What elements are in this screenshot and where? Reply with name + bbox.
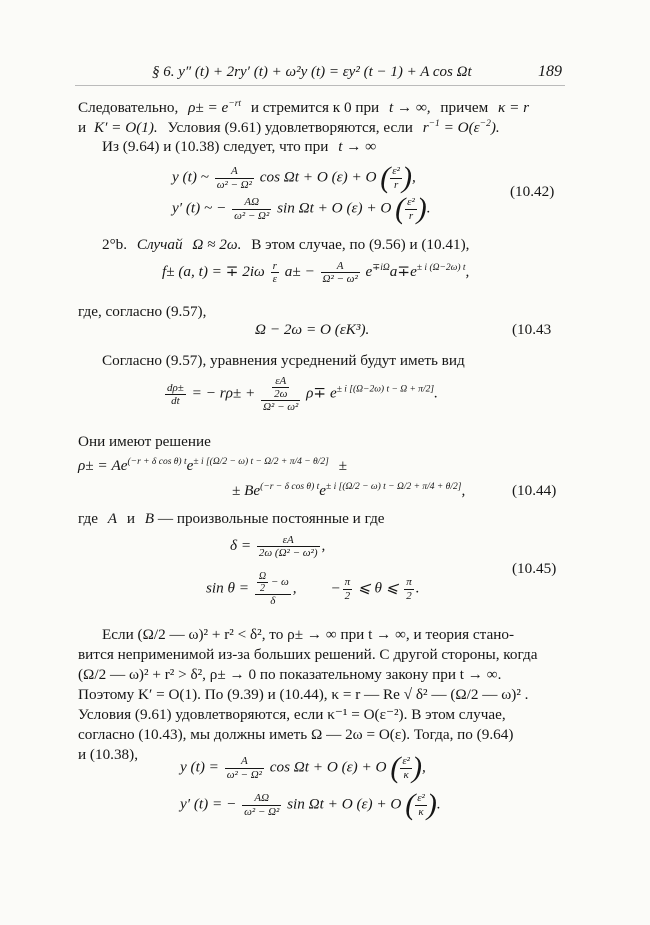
eq-part: e	[319, 482, 327, 499]
fraction-numerator: A	[321, 260, 360, 273]
fraction-denominator: 2	[344, 589, 351, 602]
fraction-denominator: Ω² − ω²	[322, 273, 358, 286]
fraction-denominator: Ω² − ω²	[263, 401, 299, 414]
word: Следовательно,	[78, 99, 179, 116]
paragraph-line-5: Условия (9.61) удовлетворяются, если κ⁻¹ = O(ε⁻²). В этом случае,	[78, 706, 506, 723]
equation-10-43: Ω − 2ω = O (εK³).	[255, 321, 370, 338]
header-rule	[75, 85, 565, 86]
fraction-denominator: dt	[171, 394, 180, 407]
eq-part: sin θ =	[206, 579, 250, 597]
text-line-averaging: Согласно (9.57), уравнения усреднений будут иметь вид	[102, 352, 465, 369]
eq-part: e	[186, 457, 194, 474]
fraction-denominator: κ	[403, 768, 409, 781]
word: 2°b.	[102, 236, 128, 253]
equation-averaging: $\frac{d\rho\pm}{dt}$ = − rρ± + $\frac{\frac{\varepsilon A}{2\omega}}{\text{Ω² − ω²}}$ $\rho\mp e^{\pm i [(\Omega-2\omega) t - \Omega + \pi/2]}$.	[167, 375, 438, 414]
math: A	[107, 510, 118, 527]
equation-10-42-line-2: y′ (t) ~ − $\frac{A\Omega}{\text{ω² − Ω²}}$ sin Ωt + O (ε) + O ( $\frac{\text{ε²}}{r}$ ).	[172, 192, 431, 225]
superscript: ± i [(Ω/2 − ω) t − Ω/2 + π/4 + θ/2]	[326, 481, 462, 492]
math: r	[422, 119, 429, 136]
fraction-numerator: dρ±	[167, 381, 184, 394]
text-line-solution: Они имеют решение	[78, 433, 211, 450]
eq-part: a± −	[284, 263, 315, 281]
fraction-numerator: ε²	[392, 165, 400, 178]
eq-part: y′ (t) = −	[180, 795, 237, 813]
fraction-denominator: κ	[418, 805, 424, 818]
text-line-constants	[78, 510, 385, 528]
eq-part: = − rρ± +	[191, 384, 256, 402]
math: K′ = O(1).	[93, 119, 158, 136]
fraction-denominator: r	[393, 178, 399, 191]
fraction-numerator: A	[225, 755, 264, 768]
math-rho: ρ± = e	[188, 99, 229, 116]
fraction-numerator: π	[406, 576, 412, 589]
equation-final-line-2: y′ (t) = − $\frac{A\Omega}{\text{ω² − Ω²}}$ sin Ωt + O (ε) + O ( $\frac{\text{ε²}}{\kappa}$ ).	[180, 788, 441, 821]
fraction-numerator: Ω	[258, 571, 267, 582]
fraction-numerator: εA	[272, 375, 289, 388]
eq-part: e	[365, 263, 373, 281]
equation-f: f± (a, t) = ∓ 2iω $\frac{r}{\varepsilon}$ a± − $\frac{A}{\text{Ω² − ω²}}$ $e^{\mp i\Omega}a\mp e^{\pm i (\Omega-2\omega) t}$,	[162, 260, 470, 286]
fraction-numerator: ε²	[407, 196, 415, 209]
eq-part: −	[330, 579, 341, 597]
word: — произвольные постоянные и где	[157, 510, 385, 527]
fraction-denominator: ω² − Ω²	[234, 209, 270, 222]
fraction-numerator: A	[215, 165, 254, 178]
equation-10-44-line-1	[78, 457, 347, 475]
equation-sin-theta: sin θ = $\frac{\Omega}{2}$ − ω δ , − $\frac{\pi}{2}$ ⩽ θ ⩽ $\frac{\pi}{2}$ .	[206, 571, 420, 607]
eq-part: cos Ωt + O (ε) + O	[259, 168, 377, 186]
word: где	[78, 510, 98, 527]
eq-part: ρ± = Ae	[78, 457, 128, 474]
superscript: ∓iΩ	[372, 263, 390, 274]
math: κ = r	[498, 99, 530, 116]
fraction-numerator: AΩ	[242, 792, 281, 805]
fraction-denominator: ω² − Ω²	[226, 768, 262, 781]
paragraph-line-1: Если (Ω/2 — ω)² + r² < δ², то ρ± → ∞ при t → ∞, и теория стано-	[102, 626, 514, 643]
fraction-denominator: 2	[259, 583, 265, 594]
equation-10-44-line-2: ± $Be^{(-r - \delta cos \theta) t}e^{\pm i [(\Omega/2 - \omega) t - \Omega/2 + \pi/4 + \theta/2]}$,	[232, 481, 466, 499]
eq-part: sin Ωt + O (ε) + O	[287, 795, 402, 813]
superscript: ± i [(Ω−2ω) t − Ω + π/2]	[336, 384, 435, 395]
eq-part: f± (a, t) = ∓ 2iω	[162, 263, 265, 281]
equation-number: (10.42)	[510, 183, 555, 200]
math: B	[144, 510, 155, 527]
paragraph-line-4: Поэтому K′ = O(1). По (9.39) и (10.44), κ = r — Re √ δ² — (Ω/2 — ω)² .	[78, 686, 529, 703]
word: В этом случае, по (9.56) и (10.41),	[251, 236, 470, 253]
word: причем	[440, 99, 489, 116]
eq-part: − ω	[270, 576, 289, 589]
word: и стремится к 0 при	[250, 99, 380, 116]
fraction-numerator: ε²	[417, 792, 425, 805]
fraction-numerator: εA	[257, 534, 320, 547]
fraction-denominator: 2ω	[274, 388, 288, 401]
text-line-2: и K′ = O(1). Условия (9.61) удовлетворяются, если $r^{-1} = O(\varepsilon^{-2})$.	[78, 118, 500, 136]
paragraph-line-6: согласно (10.43), мы должны иметь Ω — 2ω = O(ε). Тогда, по (9.64)	[78, 726, 514, 743]
paragraph-line-7: и (10.38),	[78, 746, 139, 763]
equation-final-line-1: y (t) = $\frac{A}{\text{ω² − Ω²}}$ cos Ωt + O (ε) + O ( $\frac{\text{ε²}}{\kappa}$ ),	[180, 751, 426, 784]
math: Ω ≈ 2ω.	[192, 236, 242, 253]
eq-part: ρ∓ e	[306, 384, 337, 402]
math: t → ∞,	[388, 99, 431, 116]
math: ).	[490, 119, 500, 136]
superscript: (−r + δ cos θ) t	[127, 456, 187, 467]
superscript: ± i (Ω−2ω) t	[416, 263, 466, 274]
word: и	[126, 510, 135, 527]
superscript: (−r − δ cos θ) t	[260, 481, 320, 492]
fraction-numerator: π	[344, 576, 351, 589]
case-title: Случай	[136, 236, 183, 253]
text-line-1: Следовательно, $\rho\pm = e^{-rt}$ и стремится к 0 при t → ∞, причем κ = r	[78, 98, 530, 116]
eq-part: a∓e	[389, 263, 417, 281]
fraction-numerator: r	[271, 260, 279, 273]
fraction-numerator: ε²	[402, 755, 410, 768]
equation-delta: δ = $\frac{\varepsilon A}{\text{2ω (Ω² − ω²)}}$ ,	[230, 534, 326, 560]
paragraph-line-3: (Ω/2 — ω)² + r² > δ², ρ± → 0 по показательному закону при t → ∞.	[78, 666, 502, 683]
eq-part: ⩽ θ ⩽	[357, 579, 399, 597]
word: Из (9.64) и (10.38) следует, что при	[102, 138, 329, 155]
superscript: ± i [(Ω/2 − ω) t − Ω/2 + π/4 − θ/2]	[193, 456, 329, 467]
fraction-denominator: r	[408, 209, 414, 222]
eq-part: ± Be	[232, 482, 261, 499]
text-line-case	[102, 236, 469, 254]
text-line-where: где, согласно (9.57),	[78, 303, 207, 320]
eq-part: δ =	[230, 537, 252, 555]
eq-part: y (t) =	[180, 758, 219, 776]
fraction-numerator: AΩ	[232, 196, 271, 209]
fraction-denominator: 2ω (Ω² − ω²)	[258, 547, 318, 560]
equation-number: (10.45)	[512, 560, 557, 577]
fraction-denominator: ω² − Ω²	[244, 805, 280, 818]
eq-part: ±	[338, 457, 347, 474]
eq-part: y′ (t) ~ −	[172, 199, 227, 217]
eq-part: cos Ωt + O (ε) + O	[269, 758, 387, 776]
fraction-denominator: ω² − Ω²	[216, 178, 252, 191]
equation-number: (10.43	[512, 321, 552, 338]
word: Условия (9.61) удовлетворяются, если	[167, 119, 413, 136]
text-line-3	[102, 138, 376, 156]
eq-part: sin Ωt + O (ε) + O	[277, 199, 392, 217]
page-number: 189	[538, 63, 562, 80]
math: = O(ε	[439, 119, 480, 136]
fraction-denominator: 2	[406, 589, 412, 602]
equation-10-42-line-1: y (t) ~ $\frac{A}{\text{ω² − Ω²}}$ cos Ωt + O (ε) + O ( $\frac{\text{ε²}}{r}$ ),	[172, 161, 416, 194]
math: t → ∞	[338, 138, 377, 155]
equation-number: (10.44)	[512, 482, 557, 499]
fraction-denominator: ε	[272, 273, 277, 286]
paragraph-line-2: вится неприменимой из-за больших решений. С другой стороны, когда	[78, 646, 538, 663]
word: и	[78, 119, 87, 136]
fraction-denominator: δ	[270, 595, 276, 607]
running-header: § 6. y″ (t) + 2ry′ (t) + ω²y (t) = εy² (t − 1) + A cos Ωt	[152, 64, 472, 80]
eq-part: y (t) ~	[172, 168, 209, 186]
